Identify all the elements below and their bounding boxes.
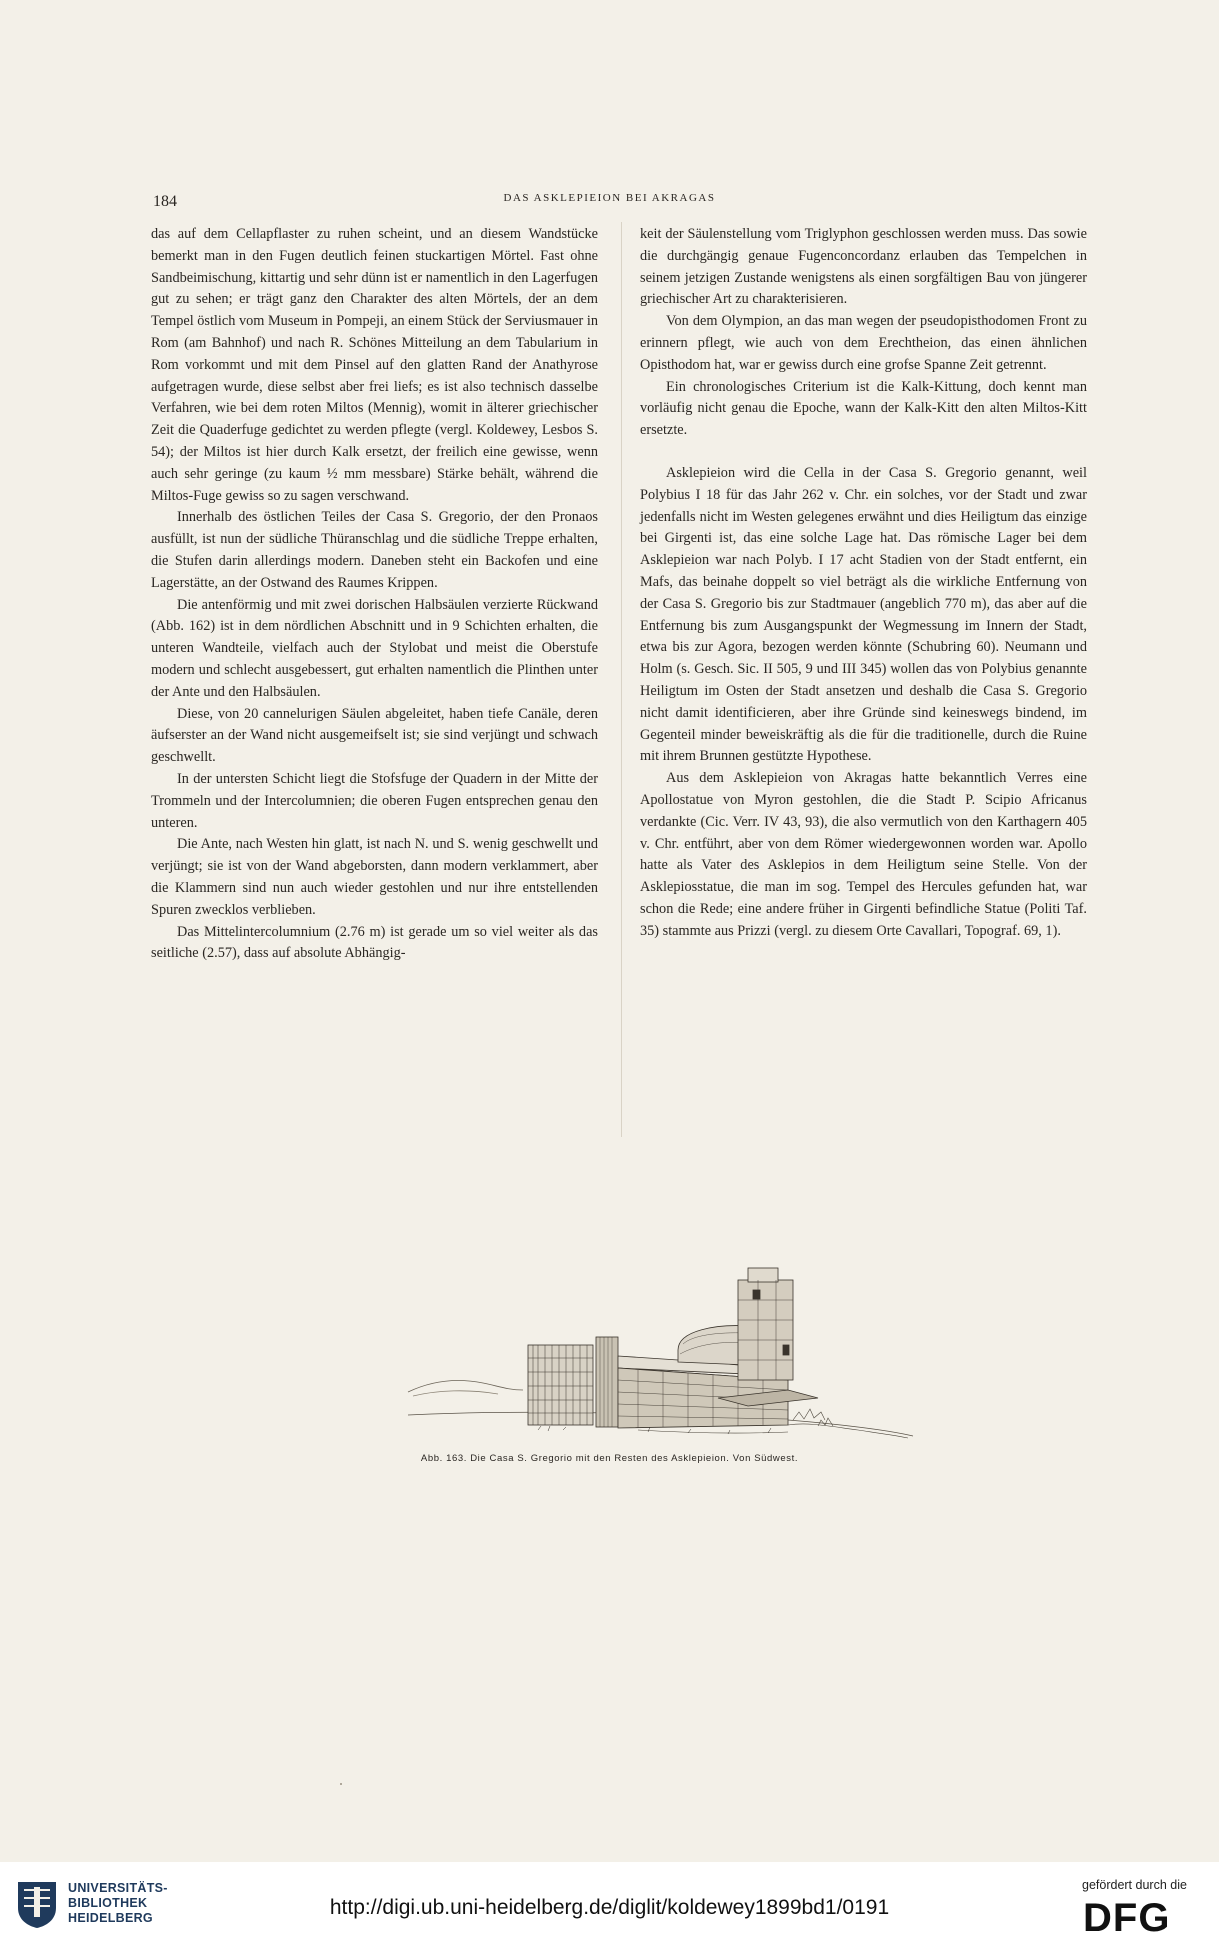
library-line: HEIDELBERG bbox=[68, 1911, 153, 1925]
permalink-url[interactable]: http://digi.ub.uni-heidelberg.de/diglit/koldewey1899bd1/0191 bbox=[329, 1896, 890, 1919]
paragraph: das auf dem Cellapflaster zu ruhen scheint, und an diesem Wandstücke bemerkt man in den Fugen deutlich feinen stuckartigen Mörtel. Fast ohne Sandbeimischung, kittartig und sehr dünn ist er namentlich in den Lagerfugen gut zu sehen; er trägt ganz den Charakter des alten Mörtels, der an dem Tempel östlich vom Museum in Pompeji, an einem Stück der Serviusmauer in Rom (am Bahnhof) und nach R. Schönes Mitteilung an dem Tabularium in Rom vorkommt und mit dem Pinsel auf den glatten Rand der Anathyrose aufgetragen wurde, diese selbst aber frei liefs; es ist also technisch dasselbe Verfahren, wie bei dem roten Miltos (Mennig), womit in älterer griechischer Zeit die Quaderfuge gedichtet zu werden pflegte (vergl. Koldewey, Lesbos S. 54); der Miltos ist hier durch Kalk ersetzt, der freilich eine gewisse, wenn auch sehr geringe (zu kaum ½ mm messbare) Stärke behält, während die Miltos-Fuge gewiss so zu sagen verschwand. bbox=[151, 226, 598, 504]
paragraph: Die antenförmig und mit zwei dorischen Halbsäulen verzierte Rückwand (Abb. 162) ist in dem nördlichen Abschnitt und in 9 Schichten erhalten, die unteren Wandteile, vielfach auch der Stylobat und meist die Oberstufe modern und schlecht ausgebessert, gut erhalten namentlich die Plinthen unter der Ante und den Halbsäulen. bbox=[151, 596, 598, 700]
figure-casa-gregorio bbox=[388, 1240, 928, 1450]
ruin-illustration bbox=[388, 1240, 928, 1450]
column-divider bbox=[621, 222, 622, 1137]
paragraph: Asklepieion wird die Cella in der Casa S. Gregorio genannt, weil Polybius I 18 für das Jahr 262 v. Chr. ein solches, vor der Stadt und zwar jedenfalls nicht im Westen gelegenes erwähnt und dies Heiligtum das einzige bei Girgenti ist, das eine solche Lage hat. Das römische Lager bei dem Asklepieion war nach Polyb. I 17 acht Stadien von der Stadt entfernt, ein Mafs, das beinahe doppelt so viel beträgt als die wirkliche Entfernung von der Casa S. Gregorio bis zur Stadtmauer (angeblich 770 m), das aber auf die Entfernung bis zum Ausgangspunkt der Wegmessung im Innern der Stadt, etwa bis zur Agora, bezogen werden könnte (Schubring 60). Neumann und Holm (s. Gesch. Sic. II 505, 9 und III 345) wollen das von Polybius genannte Heiligtum im Osten der Stadt ansetzen und deshalb die Casa S. Gregorio nicht damit identificieren, aber ihre Gründe sind keineswegs bindend, im Gegenteil minder beweiskräftig als die für die traditionelle, durch die Ruine mit ihrem Brunnen gestützte Hypothese. bbox=[640, 464, 1087, 765]
page-number: 184 bbox=[153, 193, 177, 210]
paragraph: Von dem Olympion, an das man wegen der pseudopisthodomen Front zu erinnern pflegt, wie auch von dem Erechtheion, das einen ähnlichen Opisthodom hat, war er gewiss durch eine grofse Spanne Zeit getrennt. bbox=[640, 313, 1087, 373]
print-speck bbox=[340, 1783, 342, 1785]
paragraph: Die Ante, nach Westen hin glatt, ist nach N. und S. wenig geschwellt und verjüngt; sie ist von der Wand abgeborsten, dann modern verklammert, aber die Klammern sind nun auch wieder gestohlen und nur ihre entstellenden Spuren zwecklos verblieben. bbox=[151, 836, 598, 918]
left-column bbox=[151, 224, 598, 965]
running-head: DAS ASKLEPIEION BEI AKRAGAS bbox=[503, 192, 716, 204]
dfg-logo: DFG bbox=[1083, 1896, 1171, 1940]
paragraph: Diese, von 20 cannelurigen Säulen abgeleitet, haben tiefe Canäle, deren äufserster an der Wand nicht ausgemeifselt ist; sie sind verjüngt und schwach geschwellt. bbox=[151, 705, 598, 766]
paragraph: Aus dem Asklepieion von Akragas hatte bekanntlich Verres eine Apollostatue von Myron gestohlen, die die Stadt P. Scipio Africanus verdankte (Cic. Verr. IV 43, 93), die also vermutlich von den Karthagern 405 v. Chr. entführt, aber von dem Römer wiedergewonnen worden war. Apollo hatte als Vater des Asklepios in dem Heiligtum seine Stelle. Von der Asklepiosstatue, die man im sog. Tempel des Hercules gefunden hat, war schon die Rede; eine andere früher in Girgenti befindliche Statue (Politi Taf. 35) stammte aus Prizzi (vergl. zu diesem Orte Cavallari, Topograf. 69, 1). bbox=[640, 770, 1087, 939]
paragraph: Ein chronologisches Criterium ist die Kalk-Kittung, doch kennt man vorläufig nicht genau die Epoche, wann der Kalk-Kitt den alten Miltos-Kitt ersetzte. bbox=[640, 378, 1087, 439]
paragraph: In der untersten Schicht liegt die Stofsfuge der Quadern in der Mitte der Trommeln und der Intercolumnien; die oberen Fugen entsprechen genau den unteren. bbox=[151, 770, 598, 831]
library-line: BIBLIOTHEK bbox=[68, 1896, 148, 1910]
library-line: UNIVERSITÄTS- bbox=[68, 1881, 168, 1895]
paragraph: Innerhalb des östlichen Teiles der Casa S. Gregorio, der den Pronaos ausfüllt, ist nun der südliche Thüranschlag und die südliche Treppe erhalten, die Stufen darin allerdings modern. Daneben steht ein Backofen und eine Lagerstätte, an der Ostwand des Raumes Krippen. bbox=[151, 509, 598, 591]
paragraph: Das Mittelintercolumnium (2.76 m) ist gerade um so viel weiter als das seitliche (2.57), dass auf absolute Abhängig- bbox=[151, 923, 598, 962]
right-column bbox=[640, 224, 1087, 943]
funding-note: gefördert durch die bbox=[1082, 1878, 1187, 1892]
paragraph: keit der Säulenstellung vom Triglyphon geschlossen werden muss. Das sowie die durchgängig genaue Fugenconcordanz erlauben das Tempelchen in seinem jetzigen Zustande wenigstens als einen sorgfältigen Bau von jüngerer griechischer Art zu charakterisieren. bbox=[640, 226, 1087, 308]
figure-caption: Abb. 163. Die Casa S. Gregorio mit den Resten des Asklepieion. Von Südwest. bbox=[420, 1453, 799, 1464]
